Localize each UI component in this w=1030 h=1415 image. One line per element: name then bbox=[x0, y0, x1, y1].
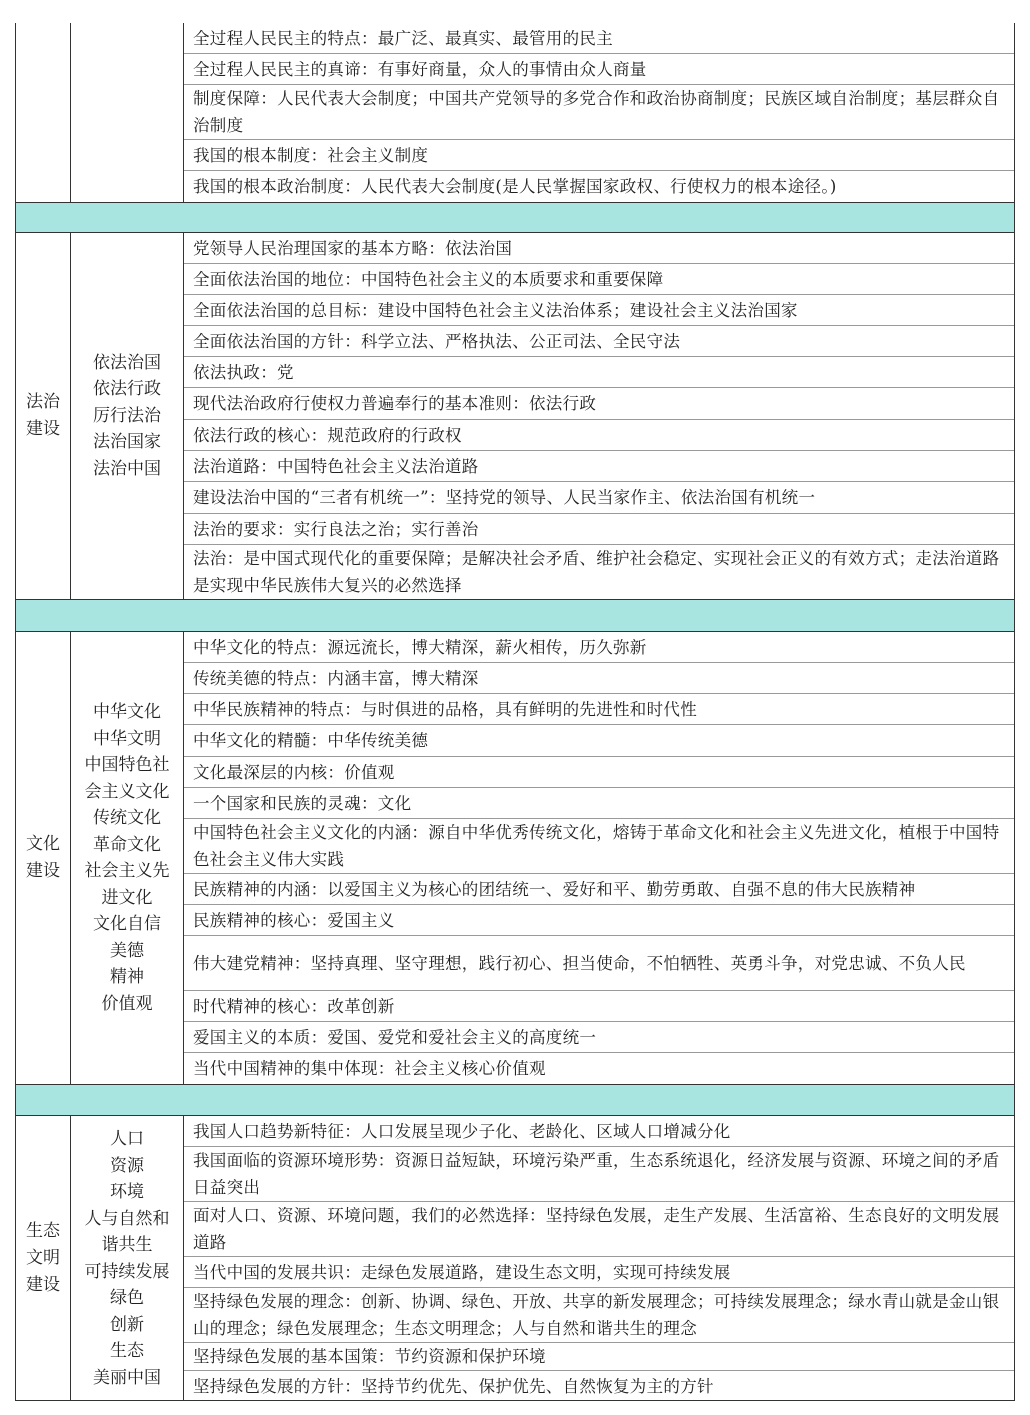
table-row: 爱国主义的本质：爱国、爱党和爱社会主义的高度统一 bbox=[193, 1027, 597, 1047]
section-divider-band bbox=[15, 600, 1014, 631]
table-row: 全过程人民民主的真谛：有事好商量，众人的事情由众人商量 bbox=[193, 59, 647, 79]
table-row: 我国面临的资源环境形势：资源日益短缺，环境污染严重，生态系统退化，经济发展与资源、环境之间的矛盾日益突出 bbox=[193, 1151, 1000, 1197]
table-row: 文化最深层的内核：价值观 bbox=[193, 762, 395, 782]
section-divider-band bbox=[15, 203, 1014, 233]
table-row: 法治的要求：实行良法之治；实行善治 bbox=[193, 519, 479, 539]
table-row: 党领导人民治理国家的基本方略：依法治国 bbox=[193, 238, 513, 258]
keyword-list: 中华文化 中华文明 中国特色社 会主义文化 传统文化 革命文化 社会主义先 进文化 文化自信 美德 精神 价值观 bbox=[84, 702, 170, 1014]
table-row: 全过程人民民主的特点：最广泛、最真实、最管用的民主 bbox=[193, 28, 613, 48]
table-row: 当代中国的发展共识：走绿色发展道路，建设生态文明，实现可持续发展 bbox=[193, 1262, 731, 1282]
table-row: 中华文化的精髓：中华传统美德 bbox=[193, 730, 429, 750]
table-row: 建设法治中国的“三者有机统一”：坚持党的领导、人民当家作主、依法治国有机统一 bbox=[193, 487, 816, 507]
section-label: 生态 文明 建设 bbox=[26, 1221, 60, 1295]
table-row: 现代法治政府行使权力普遍奉行的基本准则：依法行政 bbox=[193, 393, 597, 413]
table-row: 当代中国精神的集中体现：社会主义核心价值观 bbox=[193, 1059, 546, 1078]
table-row: 法治道路：中国特色社会主义法治道路 bbox=[193, 456, 479, 476]
section-label: 法治 建设 bbox=[26, 392, 60, 439]
table-row: 坚持绿色发展的方针：坚持节约优先、保护优先、自然恢复为主的方针 bbox=[193, 1376, 714, 1396]
table-row: 时代精神的核心：改革创新 bbox=[193, 996, 395, 1016]
keyword-list: 依法治国 依法行政 厉行法治 法治国家 法治中国 bbox=[93, 352, 161, 479]
table-row: 面对人口、资源、环境问题，我们的必然选择：坚持绿色发展，走生产发展、生活富裕、生态良好的文明发展道路 bbox=[193, 1206, 1000, 1252]
table-row: 依法行政的核心：规范政府的行政权 bbox=[193, 425, 462, 445]
table-row: 法治：是中国式现代化的重要保障；是解决社会矛盾、维护社会稳定、实现社会正义的有效方式；走法治道路是实现中华民族伟大复兴的必然选择 bbox=[193, 549, 1000, 595]
table-row: 民族精神的内涵：以爱国主义为核心的团结统一、爱好和平、勤劳勇敢、自强不息的伟大民族精神 bbox=[193, 879, 916, 899]
table-row: 传统美德的特点：内涵丰富，博大精深 bbox=[193, 668, 479, 688]
table-row: 伟大建党精神：坚持真理、坚守理想，践行初心、担当使命，不怕牺牲、英勇斗争，对党忠诚、不负人民 bbox=[193, 953, 966, 973]
table-row: 全面依法治国的总目标：建设中国特色社会主义法治体系；建设社会主义法治国家 bbox=[193, 300, 798, 320]
table-row: 坚持绿色发展的基本国策：节约资源和保护环境 bbox=[193, 1347, 546, 1366]
keyword-list: 人口 资源 环境 人与自然和 谐共生 可持续发展 绿色 创新 生态 美丽中国 bbox=[84, 1129, 170, 1388]
table-row: 全面依法治国的地位：中国特色社会主义的本质要求和重要保障 bbox=[193, 269, 664, 289]
section-divider-band bbox=[15, 1085, 1014, 1116]
table-row: 中华文化的特点：源远流长，博大精深，薪火相传，历久弥新 bbox=[193, 637, 647, 657]
table-row: 坚持绿色发展的理念：创新、协调、绿色、开放、共享的新发展理念；可持续发展理念；绿水青山就是金山银山的理念；绿色发展理念；生态文明理念；人与自然和谐共生的理念 bbox=[193, 1292, 1000, 1338]
table-row: 我国的根本政治制度：人民代表大会制度(是人民掌握国家政权、行使权力的根本途径。) bbox=[193, 176, 837, 196]
table-row: 全面依法治国的方针：科学立法、严格执法、公正司法、全民守法 bbox=[193, 331, 681, 351]
table-row: 民族精神的核心：爱国主义 bbox=[193, 910, 395, 930]
section-label: 文化 建设 bbox=[26, 834, 60, 881]
table-row: 我国的根本制度：社会主义制度 bbox=[193, 145, 429, 165]
table-row: 中华民族精神的特点：与时俱进的品格，具有鲜明的先进性和时代性 bbox=[193, 699, 697, 719]
table-row: 我国人口趋势新特征：人口发展呈现少子化、老龄化、区域人口增减分化 bbox=[193, 1121, 731, 1141]
table-row: 制度保障：人民代表大会制度；中国共产党领导的多党合作和政治协商制度；民族区域自治制度；基层群众自治制度 bbox=[193, 89, 1000, 135]
table-row: 中国特色社会主义文化的内涵：源自中华优秀传统文化，熔铸于革命文化和社会主义先进文化，植根于中国特色社会主义伟大实践 bbox=[193, 823, 1000, 869]
table-row: 依法执政：党 bbox=[193, 362, 294, 382]
table-row: 一个国家和民族的灵魂：文化 bbox=[193, 793, 412, 813]
